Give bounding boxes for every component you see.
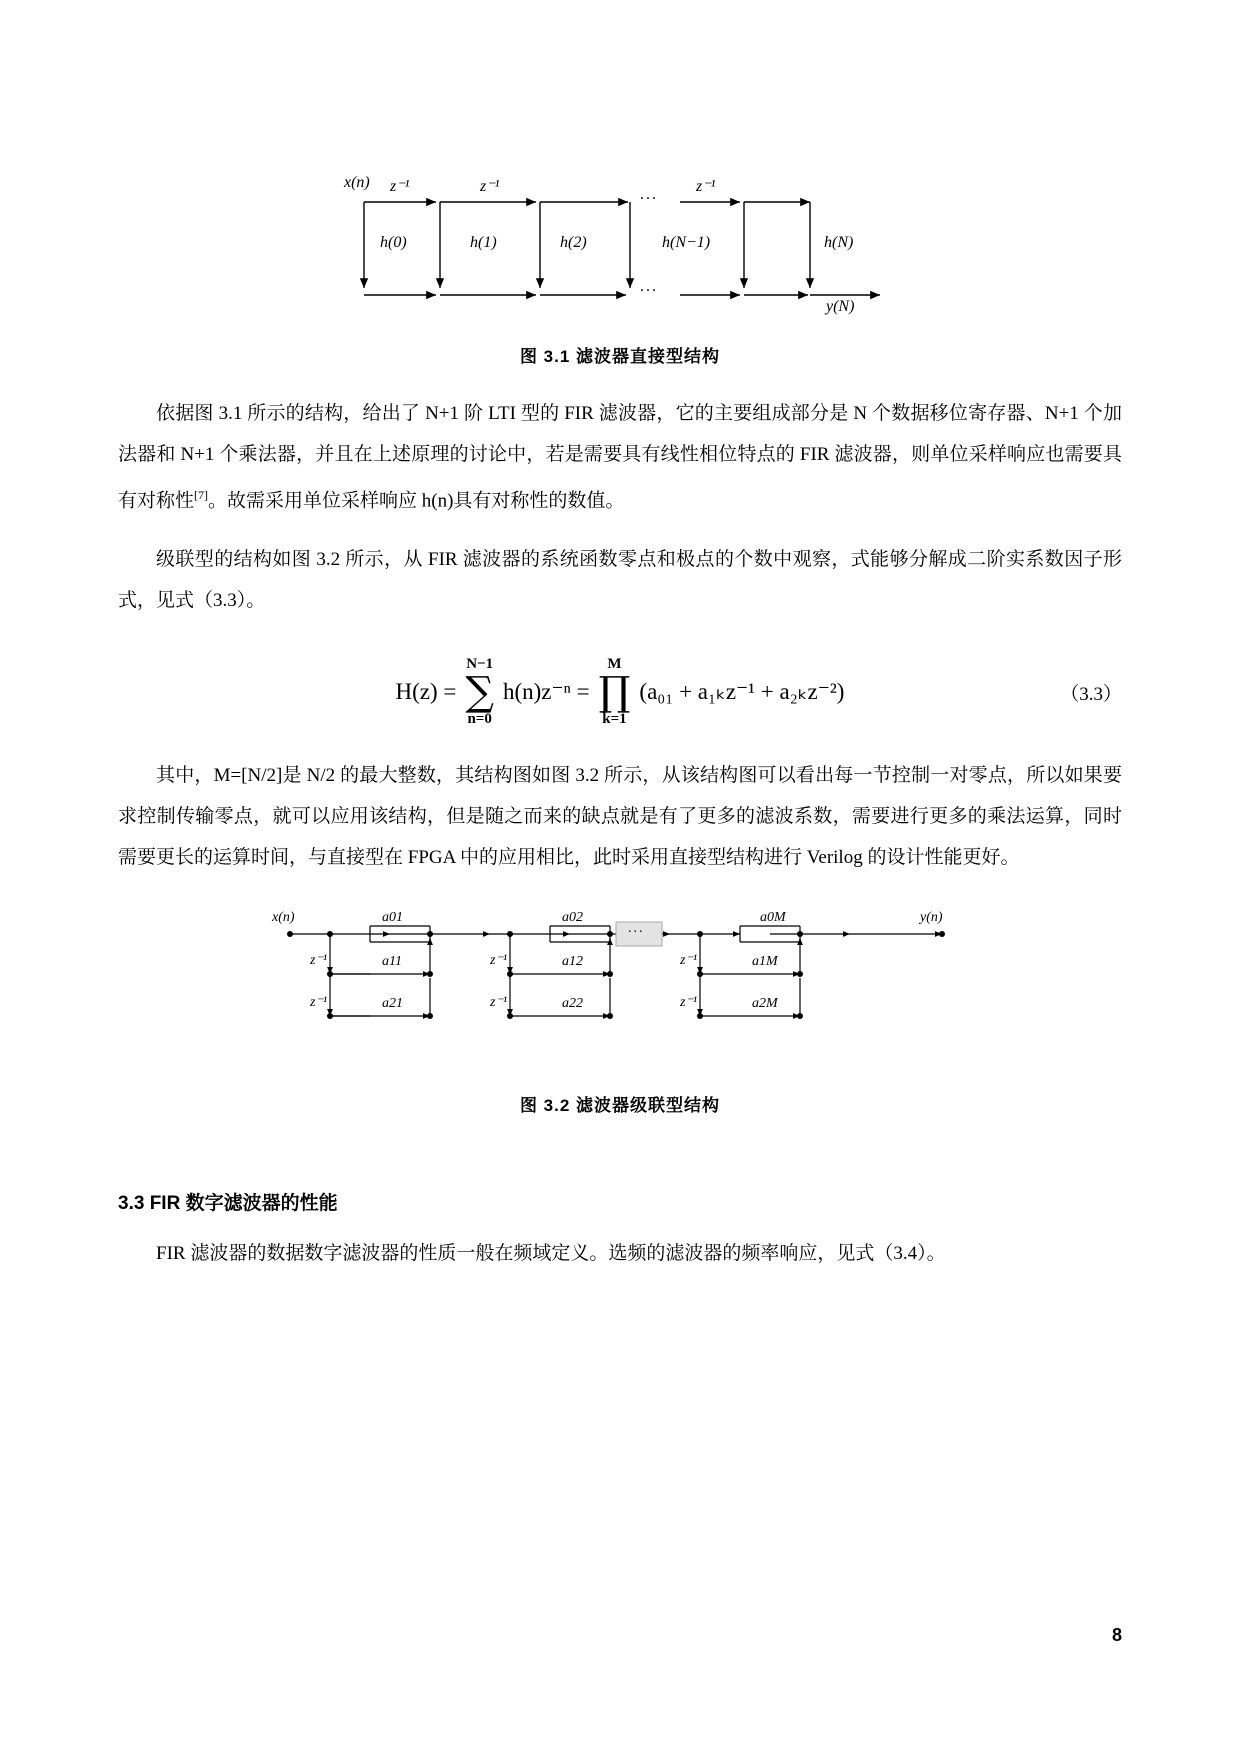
figure-3-2-diagram	[270, 904, 970, 1069]
equation-3-3-product	[599, 657, 631, 727]
equation-3-3-row	[118, 647, 1122, 737]
figure-3-1-tap-label-h0: h(0)	[380, 234, 407, 251]
coeff-a01-text: a01	[382, 910, 403, 926]
figure-3-2-delay-5: z⁻¹	[680, 953, 698, 969]
paragraph-1-superscript: [7]	[194, 488, 209, 502]
figure-3-2-delay-3: z⁻¹	[490, 953, 508, 969]
coeff-a11-text: a11	[382, 954, 402, 970]
figure-3-2-delay-2: z⁻¹	[310, 995, 328, 1011]
figure-3-2-delay-6: z⁻¹	[680, 995, 698, 1011]
figure-3-2-caption: 图 3.2 滤波器级联型结构	[519, 1096, 721, 1116]
coeff-a02-text: a02	[562, 910, 583, 926]
section-heading-3-3: 3.3 FIR 数字滤波器的性能	[118, 1193, 338, 1215]
figure-3-1-tap-label-h2: h(2)	[560, 234, 587, 251]
figure-3-2-delay-4: z⁻¹	[490, 995, 508, 1011]
product-upper-limit: M	[607, 656, 622, 673]
figure-3-1-delay-label-1: z⁻¹	[390, 178, 410, 195]
coeff-a12-text: a12	[562, 954, 583, 970]
figure-3-2-coeff-a22	[562, 996, 583, 1012]
coeff-a21-text: a21	[382, 996, 403, 1012]
figure-3-1-svg	[340, 170, 900, 320]
equation-3-3-product-body: (a₀₁ + a₁ₖz⁻¹ + a₂ₖz⁻²)	[639, 679, 845, 705]
figure-3-2-input-label: x(n)	[272, 910, 295, 926]
coeff-a0M-text: a0M	[760, 910, 786, 926]
figure-3-2-output-label: y(n)	[920, 910, 943, 926]
figure-3-1-delay-label-3: z⁻¹	[696, 178, 716, 195]
equation-3-3-sum-body: h(n)z⁻ⁿ =	[502, 679, 590, 705]
figure-3-1-ellipsis-bottom: ...	[640, 278, 658, 295]
figure-3-2-coeff-a1M	[752, 954, 778, 970]
summation-lower-limit: n=0	[467, 711, 492, 728]
figure-3-2-ellipsis: ...	[628, 921, 645, 937]
equation-3-3-number: （3.3）	[1060, 683, 1122, 705]
figure-3-2-coeff-a2M	[752, 996, 778, 1012]
figure-3-2-coeff-a01	[382, 910, 403, 926]
figure-3-1-ellipsis-top: ...	[640, 186, 658, 203]
paragraph-3: 其中，M=[N/2]是 N/2 的最大整数，其结构图如图 3.2 所示，从该结构图可以看出每一节控制一对零点，所以如果要求控制传输零点，就可以应用该结构，但是随之而来的缺点就是有了更多的滤波系数，需要进行更多的乘法运算，同时需要更长的运算时间，与直接型在 FPGA 中的应用相比，此时采用直接型结构进行 Verilog 的设计性能更好。	[118, 765, 1122, 869]
paragraph-1	[118, 393, 1122, 521]
coeff-a2M-text: a2M	[752, 996, 778, 1012]
paragraph-2: 级联型的结构如图 3.2 所示，从 FIR 滤波器的系统函数零点和极点的个数中观察，式能够分解成二阶实系数因子形式，见式（3.3）。	[118, 549, 1122, 612]
figure-3-1-tap-label-hn: h(N)	[824, 234, 854, 251]
paragraph-4: FIR 滤波器的数据数字滤波器的性质一般在频域定义。选频的滤波器的频率响应，见式（3.4）。	[156, 1243, 946, 1265]
figure-3-1-tap-label-hn1: h(N−1)	[662, 234, 711, 251]
figure-3-2-container	[118, 904, 1122, 1069]
figure-3-2-coeff-a0M	[760, 910, 786, 926]
figure-3-1-output-label: y(N)	[826, 298, 855, 315]
figure-3-2-svg	[270, 904, 970, 1069]
figure-3-1-caption: 图 3.1 滤波器直接型结构	[519, 347, 721, 366]
coeff-a1M-text: a1M	[752, 954, 778, 970]
figure-3-2-coeff-a11	[382, 954, 402, 970]
page-number: 8	[1111, 1625, 1122, 1645]
figure-3-1-container	[118, 170, 1122, 320]
figure-3-2-coeff-a21	[382, 996, 403, 1012]
figure-3-2-delay-1: z⁻¹	[310, 953, 328, 969]
figure-3-2-coeff-a12	[562, 954, 583, 970]
figure-3-1-diagram	[340, 170, 900, 320]
summation-glyph: ∑	[465, 669, 494, 716]
figure-3-1-delay-label-2: z⁻¹	[480, 178, 500, 195]
coeff-a22-text: a22	[562, 996, 583, 1012]
summation-upper-limit: N−1	[466, 656, 494, 673]
figure-3-1-tap-label-h1: h(1)	[470, 234, 497, 251]
figure-3-1-input-label: x(n)	[344, 174, 370, 191]
figure-3-2-coeff-a02	[562, 910, 583, 926]
equation-3-3-lhs: H(z) =	[395, 679, 457, 705]
paragraph-1-text: 依据图 3.1 所示的结构，给出了 N+1 阶 LTI 型的 FIR 滤波器，它的主要组成部分是 N 个数据移位寄存器、N+1 个加法器和 N+1 个乘法器，并且在上述原理的讨论中，若是需要具有线性相位特点的 FIR 滤波器，则单位采样响应也需要具有对称性	[118, 403, 1122, 512]
paragraph-1-tail: 。故需采用单位采样响应 h(n)具有对称性的数值。	[208, 490, 625, 512]
equation-3-3	[396, 657, 845, 727]
equation-3-3-summation	[465, 657, 494, 727]
product-glyph: ∏	[598, 669, 631, 716]
product-lower-limit: k=1	[602, 711, 627, 728]
